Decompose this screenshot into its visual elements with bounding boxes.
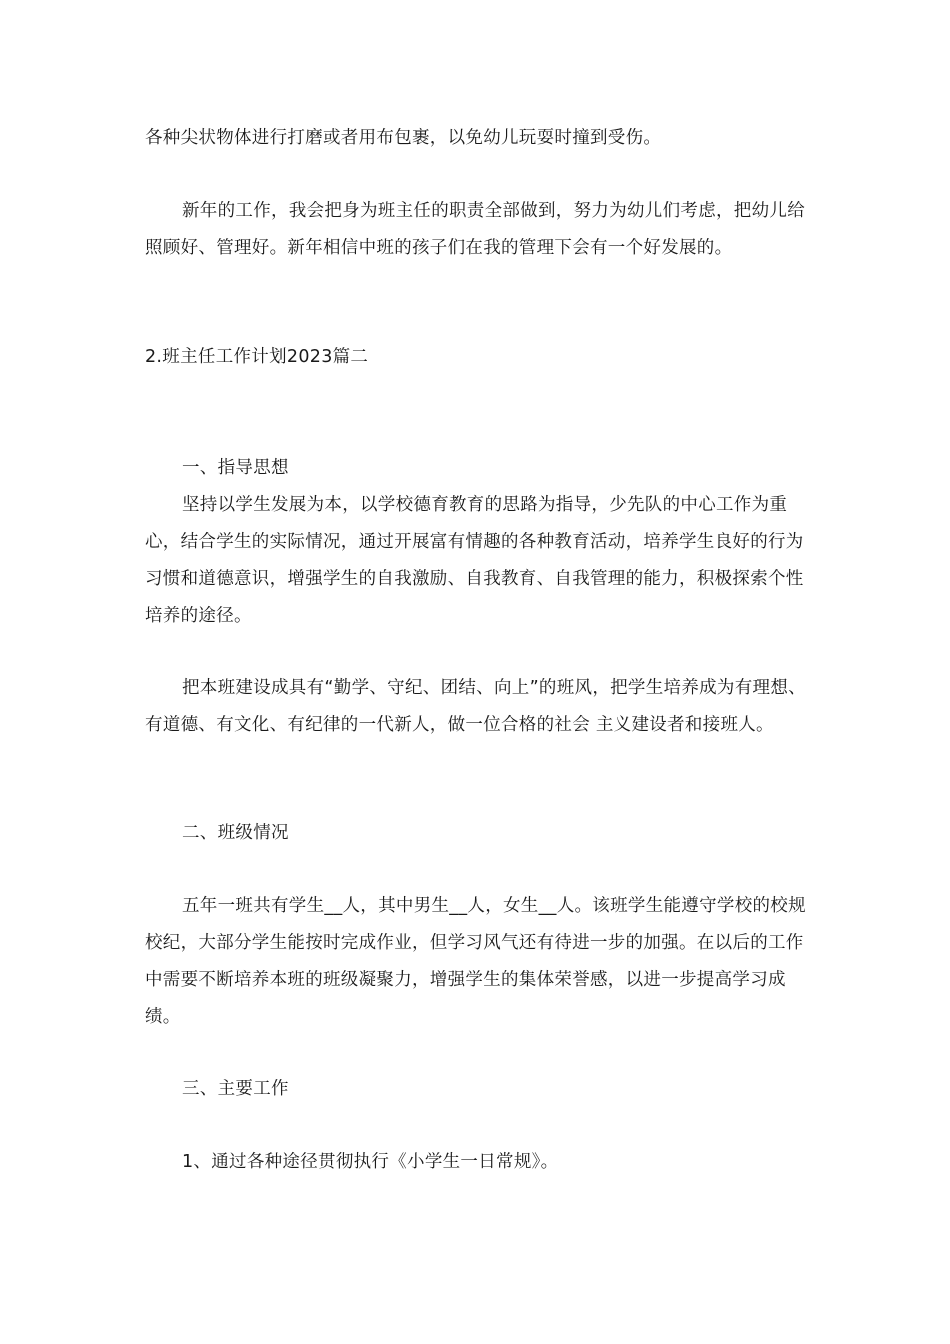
heading-guiding-ideology: 一、指导思想 bbox=[182, 458, 289, 478]
list-item-main-work-1: 1、通过各种途径贯彻执行《小学生一日常规》。 bbox=[182, 1152, 559, 1172]
paragraph-class-situation: 五年一班共有学生__人，其中男生__人，女生__人。该班学生能遵守学校的校规校纪，大部分学生能按时完成作业，但学习风气还有待进一步的加强。在以后的工作中需要不断培养本班的班级凝聚力，增强学生的集体荣誉感，以进一步提高学习成绩。 bbox=[145, 896, 806, 1027]
section-title-plan-two: 2.班主任工作计划2023篇二 bbox=[145, 347, 369, 367]
paragraph-safety-continuation: 各种尖状物体进行打磨或者用布包裹，以免幼儿玩耍时撞到受伤。 bbox=[145, 128, 662, 148]
paragraph-new-year-work: 新年的工作，我会把身为班主任的职责全部做到，努力为幼儿们考虑，把幼儿给照顾好、管理好。新年相信中班的孩子们在我的管理下会有一个好发展的。 bbox=[145, 201, 805, 258]
heading-class-situation: 二、班级情况 bbox=[182, 823, 289, 843]
paragraph-class-goal: 把本班建设成具有“勤学、守纪、团结、向上”的班风，把学生培养成为有理想、有道德、有文化、有纪律的一代新人，做一位合格的社会 主义建设者和接班人。 bbox=[145, 678, 806, 735]
heading-main-work: 三、主要工作 bbox=[182, 1079, 289, 1099]
paragraph-guiding-ideology: 坚持以学生发展为本，以学校德育教育的思路为指导，少先队的中心工作为重心，结合学生的实际情况，通过开展富有情趣的各种教育活动，培养学生良好的行为习惯和道德意识，增强学生的自我激励、自我教育、自我管理的能力，积极探索个性培养的途径。 bbox=[145, 495, 804, 626]
